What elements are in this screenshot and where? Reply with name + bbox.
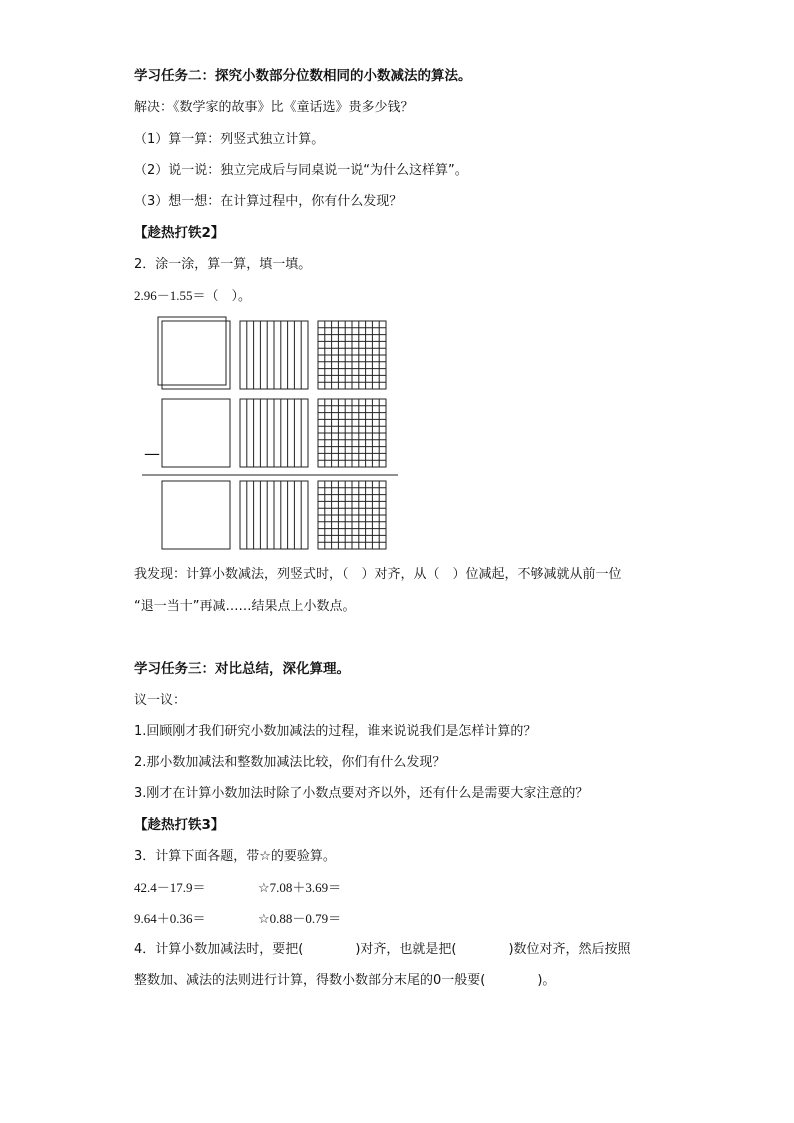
practice2-finding-2: “退一当十”再减……结果点上小数点。 [134,599,356,614]
task3-item-3: 3.刚才在计算小数加法时除了小数点要对齐以外，还有什么是需要大家注意的？ [134,786,589,801]
task2-step-1: （1）算一算：列竖式独立计算。 [134,132,325,147]
exercise-2b: ☆0.88－0.79＝ [258,911,342,926]
whole-square-row-1 [162,321,230,389]
task2-step-3: （3）想一想：在计算过程中，你有什么发现？ [134,194,403,209]
practice3-q4-line1: 4．计算小数加减法时，要把( )对齐，也就是把( )数位对齐，然后按照 [134,942,631,957]
practice2-finding-1: 我发现：计算小数减法，列竖式时，（ ）对齐，从（ ）位减起，不够减就从前一位 [134,567,622,582]
practice3-question: 3．计算下面各题，带☆的要验算。 [134,849,336,864]
exercise-1a: 42.4－17.9＝ [134,880,206,895]
decimal-grid-figure [138,315,400,555]
task3-title: 学习任务三：对比总结，深化算理。 [134,661,350,677]
practice2-question: 2．涂一涂，算一算，填一填。 [134,257,312,272]
practice3-heading: 【趁热打铁3】 [134,817,225,833]
task2-title: 学习任务二：探究小数部分位数相同的小数减法的算法。 [134,68,472,84]
task3-discuss: 议一议： [134,693,187,708]
task3-item-2: 2.那小数加减法和整数加减法比较，你们有什么发现？ [134,755,446,770]
task3-item-1: 1.回顾刚才我们研究小数加减法的过程，谁来说说我们是怎样计算的？ [134,724,537,739]
practice2-equation: 2.96－1.55＝（ ）。 [134,288,252,303]
task2-step-2: （2）说一说：独立完成后与同桌说一说“为什么这样算”。 [134,163,468,178]
exercise-1b: ☆7.08＋3.69＝ [258,880,342,895]
overlap-whole-square [158,317,226,385]
whole-square-row-2 [162,399,230,467]
task2-problem: 解决：《数学家的故事》比《童话选》贵多少钱？ [134,100,414,115]
exercise-2a: 9.64＋0.36＝ [134,911,206,926]
minus-sign: — [144,444,160,463]
whole-square-row-3 [162,481,230,549]
practice2-heading: 【趁热打铁2】 [134,225,225,241]
practice3-q4-line2: 整数加、减法的法则进行计算，得数小数部分末尾的0一般要( )。 [134,973,556,988]
